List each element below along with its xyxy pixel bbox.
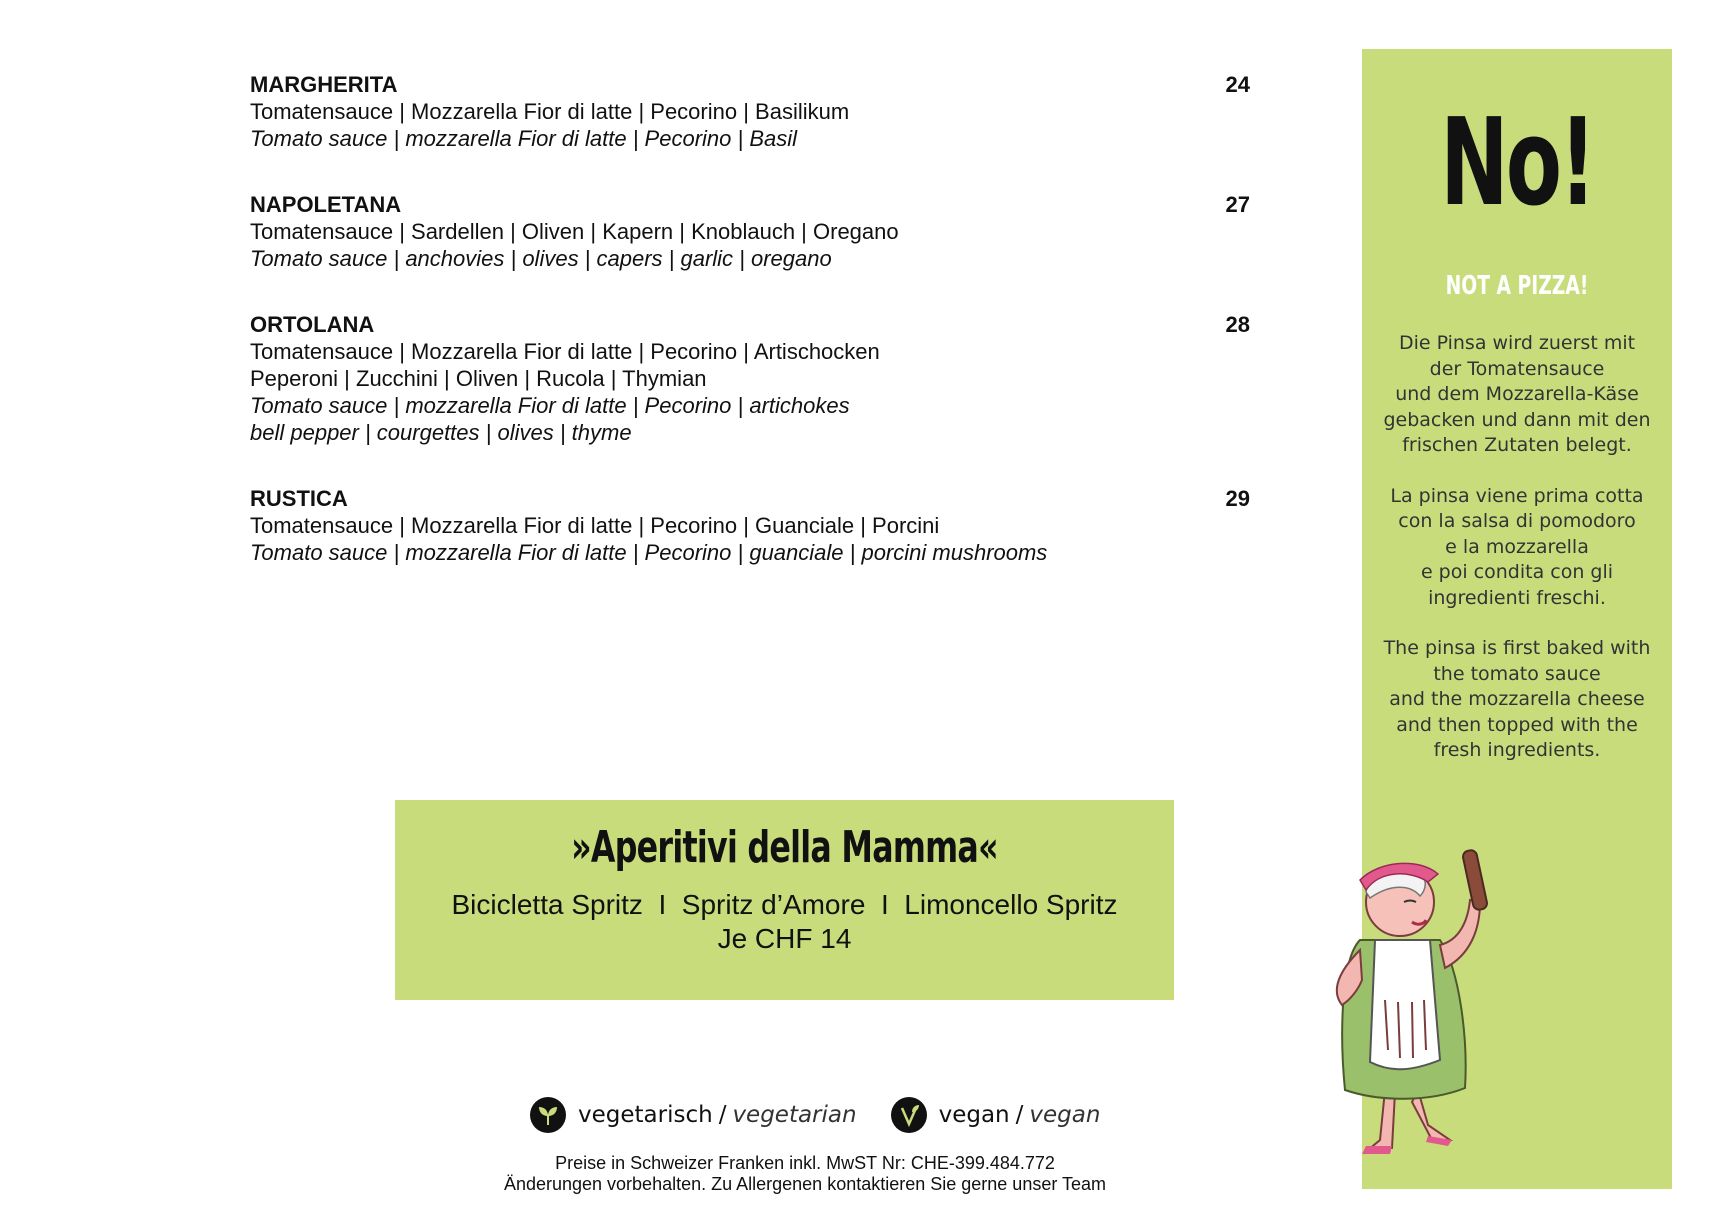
- item-name: NAPOLETANA: [250, 192, 402, 217]
- legend-separator: /: [1015, 1102, 1024, 1128]
- item-description-en: Tomato sauce | mozzarella Fior di latte | Pecorino | guanciale | porcini mushrooms: [250, 540, 1048, 565]
- sidebar-line: and then topped with the: [1396, 713, 1638, 736]
- legend-vegetarian-de: vegetarisch: [578, 1102, 713, 1128]
- vegetarian-leaf-icon: [530, 1097, 566, 1133]
- sidebar-paragraph-it: [1376, 484, 1658, 612]
- item-name: RUSTICA: [250, 486, 348, 511]
- item-price: 28: [1225, 312, 1250, 337]
- sidebar-line: frischen Zutaten belegt.: [1402, 434, 1632, 456]
- item-description-en: Tomato sauce | anchovies | olives | capers | garlic | oregano: [250, 246, 832, 271]
- sidebar-title: No!: [1440, 94, 1594, 233]
- item-description-de: Tomatensauce | Mozzarella Fior di latte | Pecorino | Guanciale | Porcini: [250, 513, 940, 538]
- sidebar-line: La pinsa viene prima cotta: [1390, 484, 1644, 507]
- item-price: 29: [1225, 486, 1250, 511]
- item-price: 27: [1225, 192, 1250, 217]
- menu-item-rustica: [250, 486, 1250, 566]
- sidebar-line: gebacken und dann mit den: [1383, 408, 1651, 431]
- sidebar-line: der Tomatensauce: [1429, 357, 1605, 380]
- menu-item-napoletana: [250, 192, 1250, 272]
- aperitivi-price: Je CHF 14: [717, 923, 852, 954]
- sidebar-line: Die Pinsa wird zuerst mit: [1398, 332, 1636, 354]
- sidebar-paragraph-en: [1376, 636, 1658, 764]
- menu-item-ortolana: [250, 312, 1250, 446]
- sidebar-line: e poi condita con gli: [1420, 561, 1614, 583]
- sidebar-line: the tomato sauce: [1433, 662, 1601, 685]
- footer-prices-note: Preise in Schweizer Franken inkl. MwST Nr: CHE-399.484.772: [555, 1153, 1055, 1173]
- legend-vegan: [891, 1097, 1101, 1133]
- aperitivi-title: »Aperitivi della Mamma«: [571, 822, 998, 873]
- mamma-illustration: [1300, 840, 1520, 1160]
- item-description-en: Tomato sauce | mozzarella Fior di latte | Pecorino | Basil: [250, 126, 798, 151]
- sidebar-line: fresh ingredients.: [1433, 739, 1601, 761]
- sidebar-description: [1362, 331, 1672, 764]
- footer-allergen-note: Änderungen vorbehalten. Zu Allergenen kontaktieren Sie gerne unser Team: [503, 1174, 1107, 1194]
- item-description-en: Tomato sauce | mozzarella Fior di latte | Pecorino | artichokes: [250, 393, 850, 418]
- item-description-de: Tomatensauce | Sardellen | Oliven | Kapern | Knoblauch | Oregano: [250, 219, 899, 244]
- sidebar-line: The pinsa is first baked with: [1383, 637, 1651, 659]
- legend-vegetarian: [530, 1097, 857, 1133]
- legend-vegan-en: vegan: [1029, 1102, 1101, 1128]
- item-description-en: bell pepper | courgettes | olives | thyme: [250, 420, 632, 445]
- sidebar-line: ingredienti freschi.: [1428, 586, 1606, 609]
- item-description-de: Tomatensauce | Mozzarella Fior di latte | Pecorino | Artischocken: [250, 339, 880, 364]
- legend-vegan-de: vegan: [938, 1102, 1010, 1128]
- item-price: 24: [1225, 72, 1250, 97]
- vegan-v-leaf-icon: [891, 1097, 927, 1133]
- diet-legend: [530, 1095, 1134, 1135]
- item-description-de: Tomatensauce | Mozzarella Fior di latte | Pecorino | Basilikum: [250, 99, 850, 124]
- sidebar-line: und dem Mozzarella-Käse: [1395, 383, 1639, 405]
- sidebar-line: e la mozzarella: [1445, 535, 1589, 558]
- sidebar-subtitle: NOT A PIZZA!: [1445, 271, 1589, 301]
- item-description-de: Peperoni | Zucchini | Oliven | Rucola | Thymian: [250, 366, 707, 391]
- menu-item-margherita: [250, 72, 1250, 152]
- legend-vegetarian-en: vegetarian: [732, 1102, 857, 1128]
- sidebar-line: con la salsa di pomodoro: [1398, 510, 1636, 532]
- footer-notes: [390, 1153, 1220, 1195]
- sidebar-line: and the mozzarella cheese: [1389, 688, 1645, 710]
- sidebar-paragraph-de: [1376, 331, 1658, 459]
- item-name: ORTOLANA: [250, 312, 375, 337]
- item-name: MARGHERITA: [250, 72, 398, 97]
- legend-separator: /: [718, 1102, 727, 1128]
- aperitivi-list: Bicicletta Spritz I Spritz d’Amore I Limoncello Spritz: [451, 889, 1118, 920]
- menu-list: [250, 72, 1250, 606]
- aperitivi-box: [395, 800, 1174, 1000]
